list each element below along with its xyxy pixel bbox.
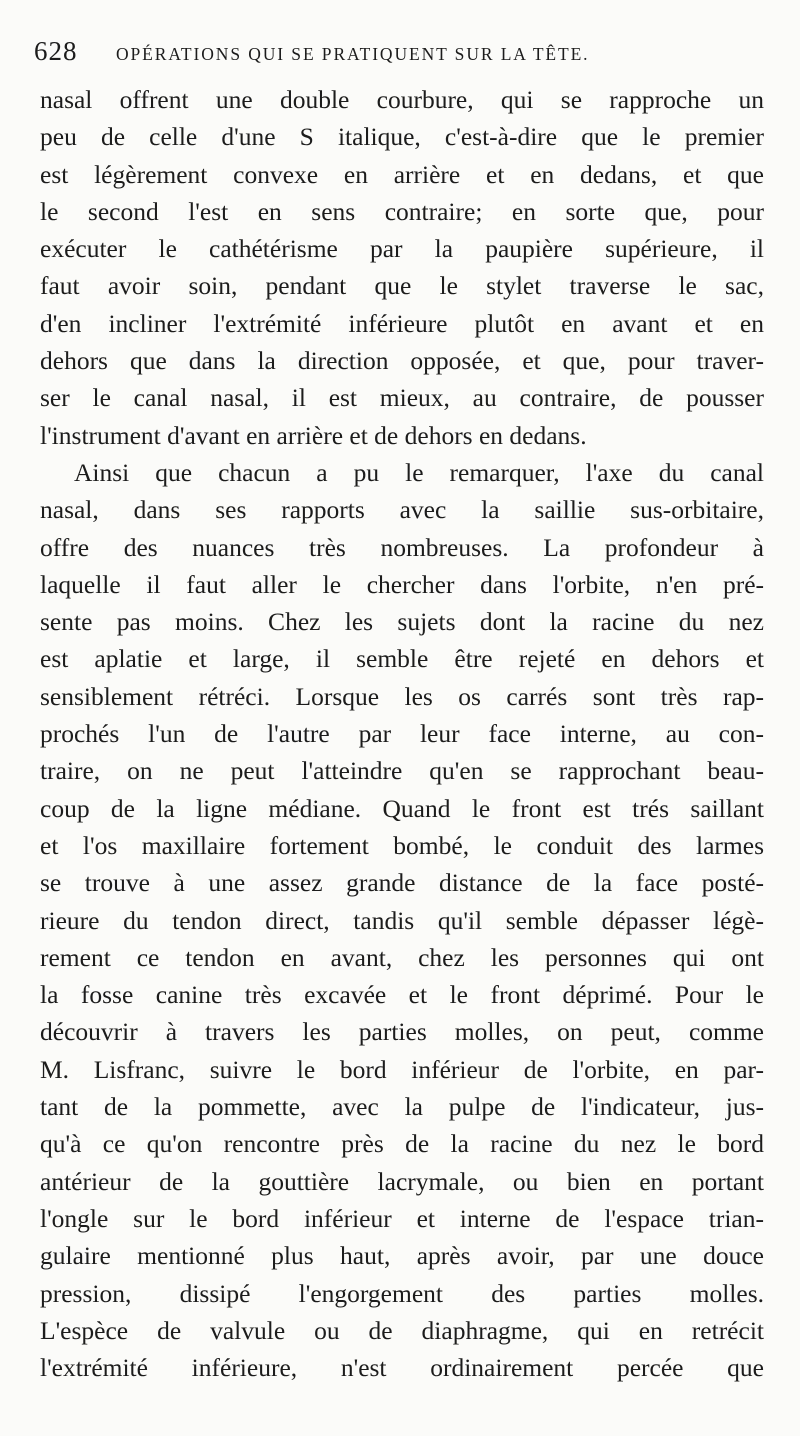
text-line: laquelle il faut aller le chercher dans l'orbite, n'en pré- [40,569,764,599]
text-line: ser le canal nasal, il est mieux, au contraire, de pousser [40,383,764,413]
text-line: le second l'est en sens contraire; en sorte que, pour [40,196,764,226]
page-smudge [118,1396,188,1420]
body-text [40,81,764,1386]
text-line: prochés l'un de l'autre par leur face interne, au con- [40,719,764,749]
text-line: nasal offrent une double courbure, qui se rapproche un [40,85,764,114]
text-line: sente pas moins. Chez les sujets dont la racine du nez [40,607,764,637]
text-line: gulaire mentionné plus haut, après avoir, par une douce [40,1241,764,1271]
text-line: coup de la ligne médiane. Quand le front est trés saillant [40,793,764,823]
page-header [34,36,764,76]
text-line: découvrir à travers les parties molles, on peut, comme [40,1017,764,1047]
text-line: tant de la pommette, avec la pulpe de l'indicateur, jus- [40,1092,764,1122]
text-line: l'ongle sur le bord inférieur et interne de l'espace trian- [40,1203,764,1233]
text-line: d'en incliner l'extrémité inférieure plutôt en avant et en [40,308,764,338]
text-line: pression, dissipé l'engorgement des parties molles. [40,1278,764,1308]
text-line: M. Lisfranc, suivre le bord inférieur de l'orbite, en par- [40,1054,764,1084]
text-line: peu de celle d'une S italique, c'est-à-dire que le premier [40,122,764,152]
text-line: rieure du tendon direct, tandis qu'il semble dépasser légè- [40,905,764,935]
running-head: OPÉRATIONS QUI SE PRATIQUENT SUR LA TÊTE. [116,44,590,64]
text-line: est légèrement convexe en arrière et en dedans, et que [40,159,764,189]
text-line: L'espèce de valvule ou de diaphragme, qui en retrécit [40,1315,764,1345]
text-line: sensiblement rétréci. Lorsque les os carrés sont très rap- [40,681,764,711]
text-line: faut avoir soin, pendant que le stylet traverse le sac, [40,271,764,301]
text-line: se trouve à une assez grande distance de la face posté- [40,868,764,898]
text-line: dehors que dans la direction opposée, et que, pour traver- [40,346,764,376]
paragraph-first-line: Ainsi que chacun a pu le remarquer, l'axe du canal [74,457,764,487]
text-line: qu'à ce qu'on rencontre près de la racine du nez le bord [40,1129,764,1159]
page-number: 628 [34,36,78,66]
text-line: la fosse canine très excavée et le front déprimé. Pour le [40,980,764,1010]
text-line: l'extrémité inférieure, n'est ordinairement percée que [40,1353,764,1383]
text-line: rement ce tendon en avant, chez les personnes qui ont [40,942,764,972]
text-line: et l'os maxillaire fortement bombé, le conduit des larmes [40,830,764,860]
text-line: antérieur de la gouttière lacrymale, ou bien en portant [40,1166,764,1196]
text-line: traire, on ne peut l'atteindre qu'en se rapprochant beau- [40,756,764,786]
text-line: nasal, dans ses rapports avec la saillie sus-orbitaire, [40,495,764,525]
text-line: est aplatie et large, il semble être rejeté en dehors et [40,644,764,674]
text-line: l'instrument d'avant en arrière et de dehors en dedans. [40,420,587,450]
text-line: exécuter le cathétérisme par la paupière supérieure, il [40,234,764,264]
text-line: offre des nuances très nombreuses. La profondeur à [40,532,764,562]
